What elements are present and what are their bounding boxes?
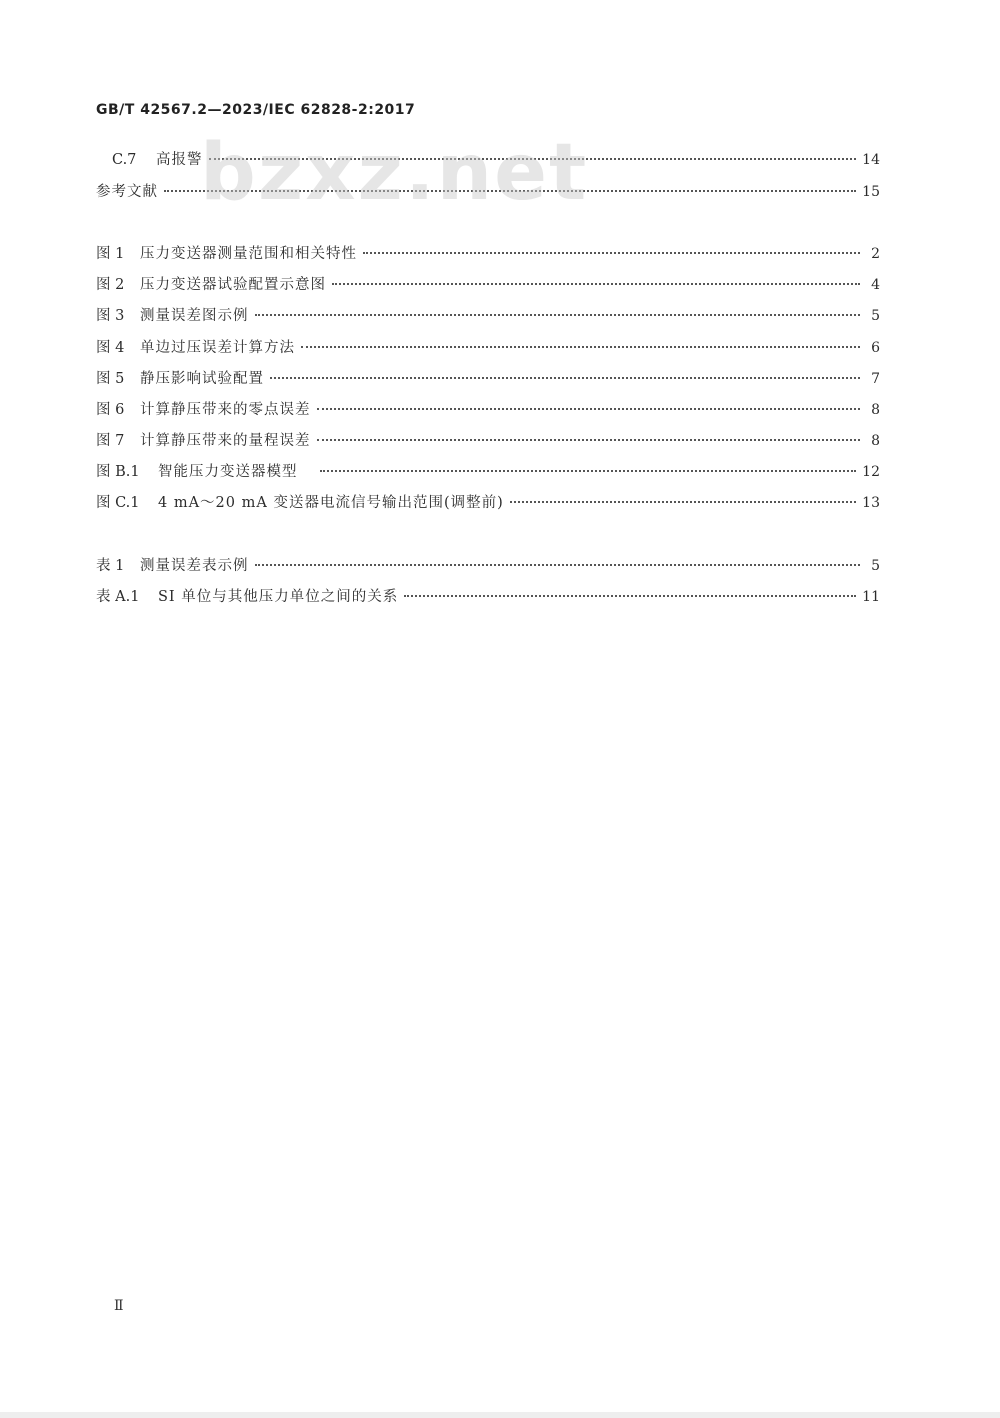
toc-number: 图 C.1	[96, 495, 140, 511]
toc-page-number: 11	[862, 589, 880, 605]
toc-entry-figure-5[interactable]	[96, 367, 880, 389]
toc-page-number: 12	[862, 464, 880, 480]
toc-title: 智能压力变送器模型	[158, 464, 298, 480]
toc-entry-figure-7[interactable]	[96, 429, 880, 451]
toc-page-number: 7	[871, 371, 880, 387]
toc-number: 表 A.1	[96, 589, 140, 605]
toc-number: 图 4	[96, 340, 125, 356]
toc-page-number: 2	[871, 246, 880, 262]
toc-page-number: 5	[871, 308, 880, 324]
toc-label	[96, 336, 295, 357]
standard-header: GB/T 42567.2—2023/IEC 62828-2:2017	[96, 102, 416, 118]
toc-entry-c7[interactable]	[112, 148, 880, 170]
toc-title: 单边过压误差计算方法	[140, 340, 295, 356]
toc-leader-dots	[404, 595, 856, 597]
toc-page-number: 5	[871, 558, 880, 574]
toc-label	[112, 148, 203, 169]
toc-label	[96, 304, 249, 325]
toc-label	[96, 585, 398, 606]
toc-title: 4 mA～20 mA 变送器电流信号输出范围(调整前)	[158, 495, 504, 511]
toc-leader-dots	[270, 377, 860, 379]
toc-entry-figure-6[interactable]	[96, 398, 880, 420]
toc-number: 表 1	[96, 558, 125, 574]
toc-title: SI 单位与其他压力单位之间的关系	[158, 589, 399, 605]
toc-number: 图 1	[96, 246, 125, 262]
toc-number: 图 7	[96, 433, 125, 449]
toc-leader-dots	[320, 470, 857, 472]
toc-leader-dots	[332, 283, 860, 285]
toc-title: 计算静压带来的零点误差	[140, 402, 311, 418]
toc-label	[96, 491, 504, 512]
toc-label	[96, 242, 357, 263]
toc-entry-table-a1[interactable]	[96, 585, 880, 607]
toc-number: 图 5	[96, 371, 125, 387]
toc-number: 图 B.1	[96, 464, 140, 480]
toc-leader-dots	[317, 408, 861, 410]
toc-title: 测量误差表示例	[140, 558, 249, 574]
toc-label	[96, 367, 264, 388]
toc-page-number: 15	[862, 184, 880, 200]
toc-entry-figure-2[interactable]	[96, 273, 880, 295]
toc-number: 图 6	[96, 402, 125, 418]
toc-entry-figure-c1[interactable]	[96, 491, 880, 513]
toc-number: C.7	[112, 152, 137, 168]
toc-label	[96, 429, 311, 450]
toc-title: 压力变送器试验配置示意图	[140, 277, 326, 293]
toc-entry-figure-1[interactable]	[96, 242, 880, 264]
toc-entry-figure-3[interactable]	[96, 304, 880, 326]
toc-page-number: 6	[871, 340, 880, 356]
toc-number: 图 2	[96, 277, 125, 293]
toc-leader-dots	[164, 190, 856, 192]
toc-leader-dots	[255, 314, 861, 316]
toc-page-number: 4	[871, 277, 880, 293]
toc-title: 压力变送器测量范围和相关特性	[140, 246, 357, 262]
toc-title: 参考文献	[96, 184, 158, 200]
toc-title: 高报警	[156, 152, 203, 168]
toc-entry-table-1[interactable]	[96, 554, 880, 576]
toc-label	[96, 554, 249, 575]
toc-title: 测量误差图示例	[140, 308, 249, 324]
toc-label	[96, 398, 311, 419]
toc-page-number: 14	[862, 152, 880, 168]
toc-entry-references[interactable]	[96, 180, 880, 202]
toc-title: 静压影响试验配置	[140, 371, 264, 387]
toc-title: 计算静压带来的量程误差	[140, 433, 311, 449]
toc-label	[96, 273, 326, 294]
toc-leader-dots	[255, 564, 861, 566]
toc-leader-dots	[510, 501, 856, 503]
toc-entry-figure-b1[interactable]	[96, 460, 880, 482]
toc-leader-dots	[363, 252, 860, 254]
toc-page-number: 13	[862, 495, 880, 511]
toc-page-number: 8	[871, 402, 880, 418]
toc-entry-figure-4[interactable]	[96, 336, 880, 358]
toc-leader-dots	[317, 439, 861, 441]
watermark: bzxz.net	[200, 128, 589, 218]
page-bottom-edge	[0, 1412, 1000, 1418]
page-number-roman: Ⅱ	[114, 1298, 124, 1314]
toc-leader-dots	[209, 158, 857, 160]
toc-page-number: 8	[871, 433, 880, 449]
toc-number: 图 3	[96, 308, 125, 324]
toc-label	[96, 460, 298, 481]
toc-leader-dots	[301, 346, 860, 348]
